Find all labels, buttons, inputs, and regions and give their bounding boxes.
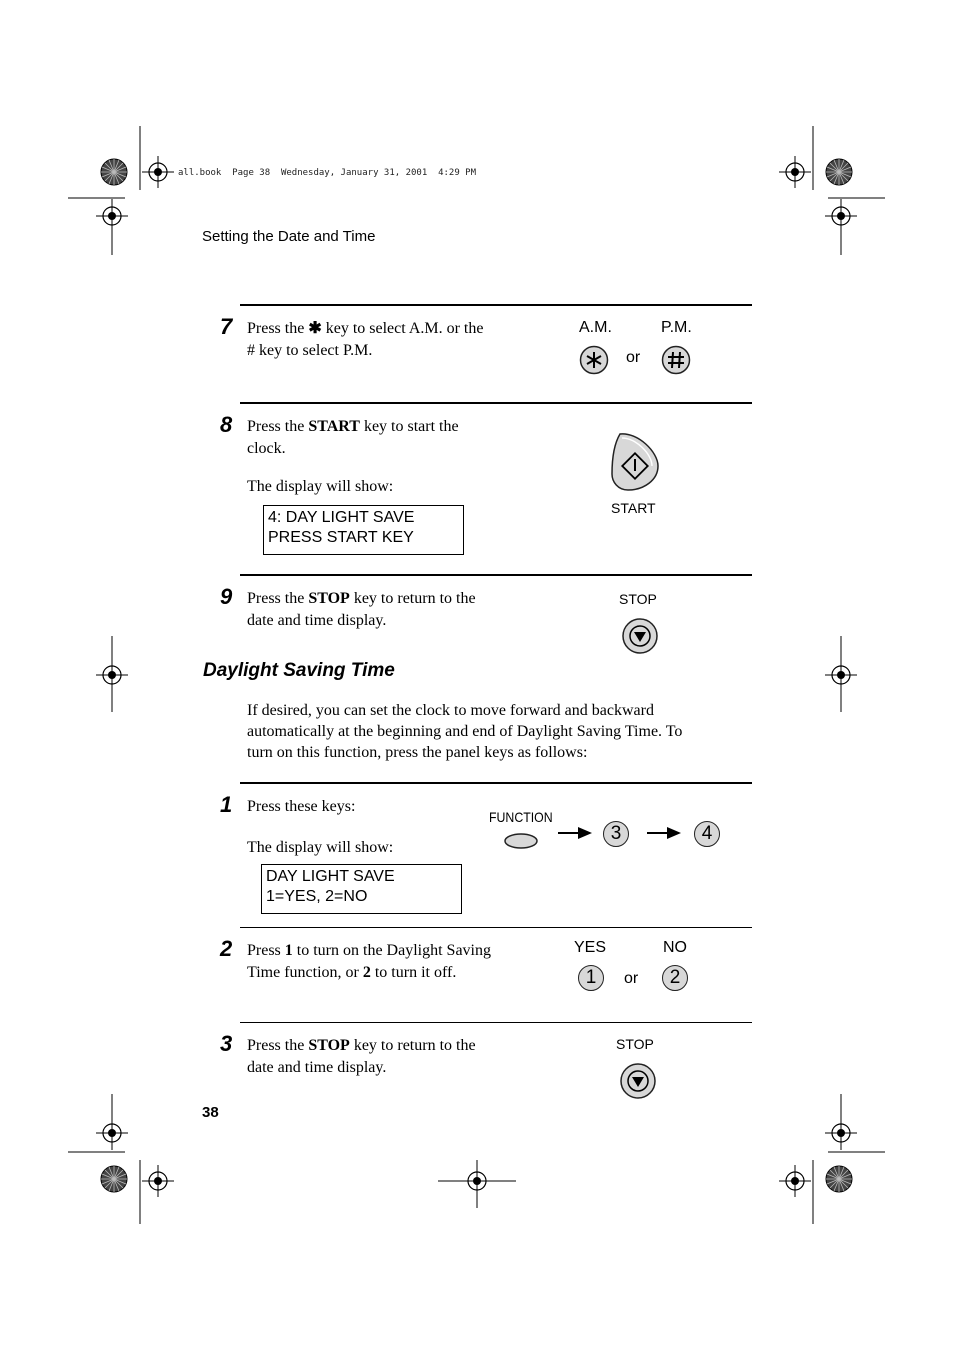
function-label: FUNCTION [489, 809, 553, 825]
divider [240, 574, 752, 576]
lcd-line: 4: DAY LIGHT SAVE [268, 509, 415, 526]
step-text-part: Press the [247, 590, 309, 607]
divider [240, 782, 752, 784]
key-3: 3 [603, 821, 629, 847]
stop-label: STOP [616, 1036, 654, 1052]
stop-key-icon [619, 1062, 657, 1100]
step-text-part: date and time display. [247, 1059, 387, 1076]
start-label: START [611, 500, 656, 516]
step-text-part: key to return to the [349, 590, 476, 607]
lcd-display [263, 505, 464, 555]
lcd-display [261, 864, 462, 914]
print-slug: all.book Page 38 Wednesday, January 31, 2001 4:29 PM [178, 168, 477, 178]
divider [240, 402, 752, 404]
section-title: Daylight Saving Time [203, 660, 395, 681]
running-head: Setting the Date and Time [202, 228, 376, 245]
function-key-icon [503, 832, 539, 850]
or-label: or [624, 970, 639, 987]
step-number: 2 [220, 936, 233, 961]
yes-label: YES [574, 939, 607, 956]
display-intro: The display will show: [247, 839, 394, 856]
key-ref-1: 1 [284, 942, 293, 959]
start-bold: START [308, 418, 360, 435]
step-text-part: to turn it off. [370, 964, 457, 981]
stop-bold: STOP [308, 590, 350, 607]
step-text [247, 588, 476, 632]
step-number: 7 [220, 314, 233, 339]
paragraph-line: If desired, you can set the clock to move forward and backward [247, 702, 654, 719]
step-text-part: clock. [247, 440, 286, 457]
key-ref-2: 2 [362, 964, 371, 981]
asterisk-key-icon [579, 345, 609, 375]
intro-paragraph [247, 700, 682, 763]
step-text: Press these keys: [247, 798, 356, 815]
lcd-line: 1=YES, 2=NO [266, 888, 368, 905]
divider [240, 927, 752, 928]
step-text [247, 1035, 476, 1079]
paragraph-line: automatically at the beginning and end of Daylight Saving Time. To [247, 723, 683, 740]
step-text [247, 940, 491, 984]
paragraph-line: turn on this function, press the panel keys as follows: [247, 744, 588, 761]
divider [240, 1022, 752, 1023]
or-label: or [626, 349, 641, 366]
key-1: 1 [578, 965, 604, 991]
lcd-line: PRESS START KEY [268, 529, 414, 546]
step-text-part: Press the [247, 320, 309, 337]
step-text [247, 416, 459, 460]
step-text-part: key to return to the [349, 1037, 476, 1054]
start-key-icon [608, 430, 662, 494]
key-4: 4 [694, 821, 720, 847]
arrow-icon [558, 825, 594, 841]
step-text-part: date and time display. [247, 612, 387, 629]
asterisk-symbol: ✱ [308, 320, 322, 337]
stop-label: STOP [619, 591, 657, 607]
step-number: 1 [220, 792, 233, 817]
step-text-part: Press the [247, 418, 309, 435]
hash-key-icon [661, 345, 691, 375]
step-text-part: to turn on the Daylight Saving [292, 942, 491, 959]
page-number: 38 [202, 1104, 219, 1121]
step-text-part: key to select A.M. or the [321, 320, 484, 337]
am-label: A.M. [579, 319, 612, 336]
pm-label: P.M. [661, 319, 692, 336]
step-text-part: key to start the [359, 418, 459, 435]
stop-bold: STOP [308, 1037, 350, 1054]
step-text-part: Press [247, 942, 285, 959]
divider [240, 304, 752, 306]
step-text [247, 318, 483, 362]
step-number: 9 [220, 584, 233, 609]
step-text-part: Press the [247, 1037, 309, 1054]
no-label: NO [663, 939, 687, 956]
lcd-line: DAY LIGHT SAVE [266, 868, 395, 885]
arrow-icon [647, 825, 683, 841]
display-intro: The display will show: [247, 478, 394, 495]
step-text-part: # key to select P.M. [247, 342, 373, 359]
key-2: 2 [662, 965, 688, 991]
step-number: 3 [220, 1031, 233, 1056]
stop-key-icon [621, 617, 659, 655]
step-text-part: Time function, or [247, 964, 363, 981]
step-number: 8 [220, 412, 233, 437]
